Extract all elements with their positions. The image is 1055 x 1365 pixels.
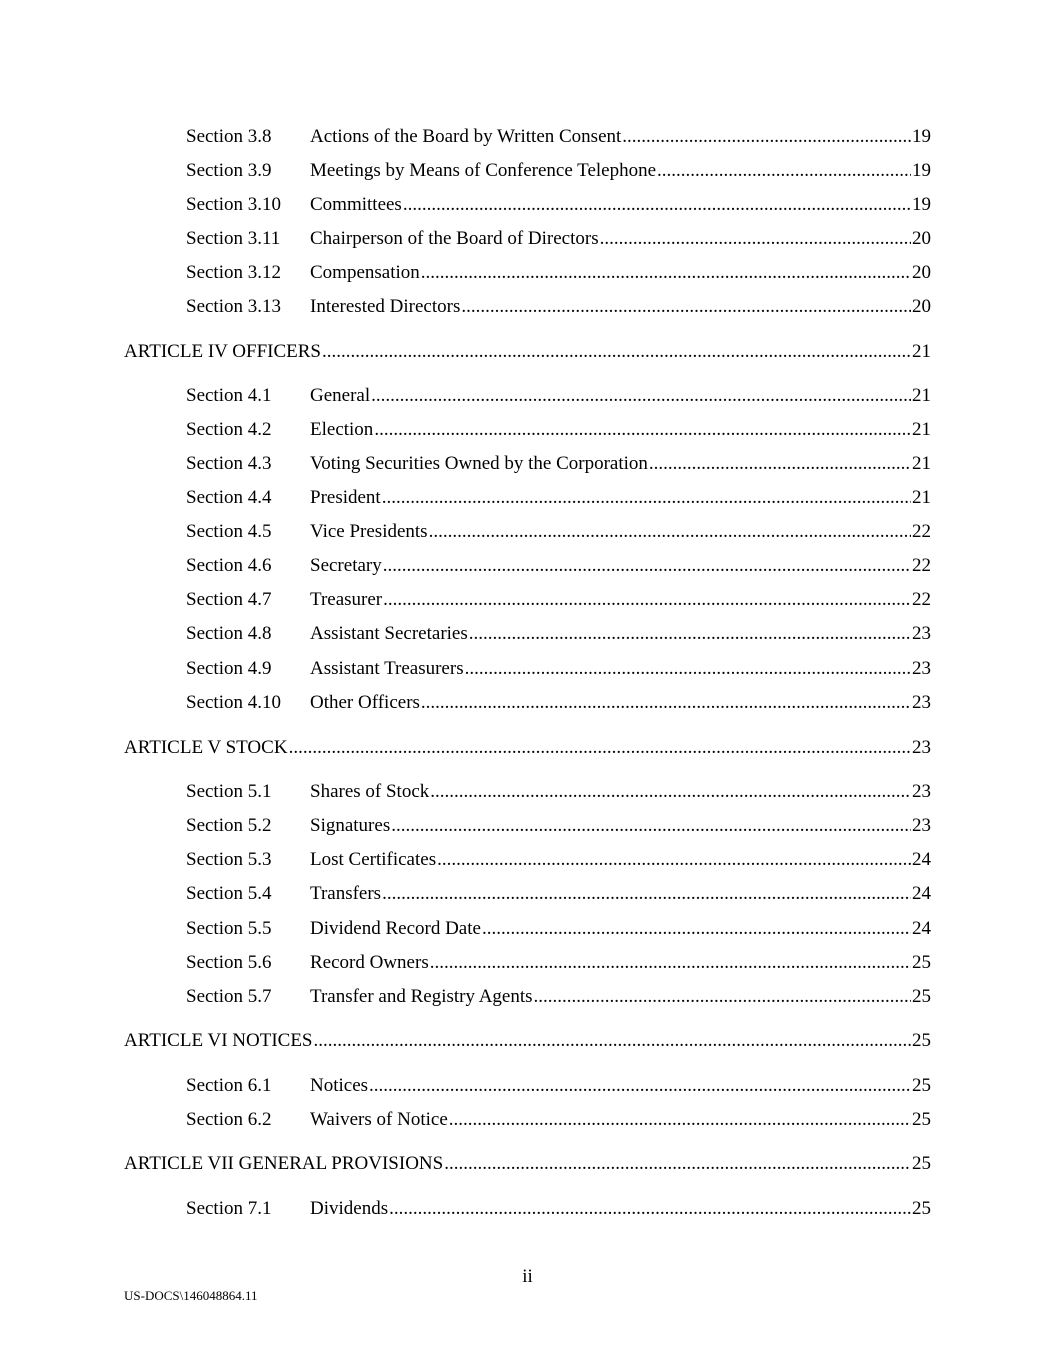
page-number: 25 <box>912 1109 931 1130</box>
dot-leader <box>369 1074 911 1098</box>
toc-entry-section-5-6[interactable] <box>186 951 931 975</box>
dot-leader <box>444 1152 911 1176</box>
page-number: 25 <box>912 986 931 1007</box>
page-number: 21 <box>912 453 931 474</box>
section-title: President <box>310 487 381 508</box>
page-number: 23 <box>912 815 931 836</box>
toc-entry-section-5-5[interactable] <box>186 917 931 941</box>
document-id: US-DOCS\146048864.11 <box>124 1288 258 1303</box>
dot-leader <box>374 418 911 442</box>
section-number: Section 4.1 <box>186 385 272 406</box>
toc-entry-section-6-2[interactable] <box>186 1108 931 1132</box>
section-title: Waivers of Notice <box>310 1109 448 1130</box>
section-title: Dividend Record Date <box>310 918 481 939</box>
page-number: 22 <box>912 521 931 542</box>
section-title: Transfer and Registry Agents <box>310 986 533 1007</box>
section-title: General <box>310 385 371 406</box>
section-title: Assistant Treasurers <box>310 658 464 679</box>
section-number: Section 4.9 <box>186 658 272 679</box>
dot-leader <box>600 227 911 251</box>
dot-leader <box>461 295 911 319</box>
dot-leader <box>314 1029 912 1053</box>
section-number: Section 4.7 <box>186 589 272 610</box>
section-title: Secretary <box>310 555 382 576</box>
toc-entry-section-3-8[interactable] <box>186 125 931 149</box>
article-title: ARTICLE VI NOTICES <box>124 1030 313 1051</box>
dot-leader <box>391 814 911 838</box>
section-title: Dividends <box>310 1198 389 1219</box>
page-number: 23 <box>912 623 931 644</box>
toc-entry-article-v[interactable] <box>124 736 931 760</box>
page-number: 24 <box>912 883 931 904</box>
page-number: 21 <box>912 419 931 440</box>
section-title: Other Officers <box>310 692 420 713</box>
toc-entry-section-4-4[interactable] <box>186 486 931 510</box>
dot-leader <box>649 452 911 476</box>
toc-entry-section-4-5[interactable] <box>186 520 931 544</box>
section-title: Chairperson of the Board of Directors <box>310 228 599 249</box>
page-number: 19 <box>912 160 931 181</box>
toc-entry-article-vi[interactable] <box>124 1029 931 1053</box>
section-number: Section 5.4 <box>186 883 272 904</box>
page-number: 21 <box>912 487 931 508</box>
page-number: 25 <box>912 1075 931 1096</box>
page-number: 23 <box>912 658 931 679</box>
section-number: Section 3.12 <box>186 262 281 283</box>
section-number: Section 4.5 <box>186 521 272 542</box>
section-title: Committees <box>310 194 402 215</box>
page-number: 25 <box>912 952 931 973</box>
dot-leader <box>421 691 911 715</box>
dot-leader <box>465 657 911 681</box>
dot-leader <box>430 780 911 804</box>
section-number: Section 4.3 <box>186 453 272 474</box>
dot-leader <box>382 486 911 510</box>
dot-leader <box>622 125 911 149</box>
dot-leader <box>437 848 911 872</box>
dot-leader <box>469 622 911 646</box>
toc-entry-section-4-3[interactable] <box>186 452 931 476</box>
dot-leader <box>657 159 911 183</box>
page-number: 25 <box>912 1030 931 1051</box>
section-number: Section 5.5 <box>186 918 272 939</box>
page-number: 25 <box>912 1153 931 1174</box>
page-number: 25 <box>912 1198 931 1219</box>
dot-leader <box>371 384 911 408</box>
section-title: Lost Certificates <box>310 849 437 870</box>
dot-leader <box>449 1108 911 1132</box>
toc-entry-section-4-10[interactable] <box>186 691 931 715</box>
page-number: 24 <box>912 849 931 870</box>
article-title: ARTICLE VII GENERAL PROVISIONS <box>124 1153 444 1174</box>
page-number: 22 <box>912 589 931 610</box>
section-number: Section 5.3 <box>186 849 272 870</box>
toc-entry-section-4-8[interactable] <box>186 622 931 646</box>
section-title: Interested Directors <box>310 296 461 317</box>
section-number: Section 3.10 <box>186 194 281 215</box>
toc-entry-section-5-1[interactable] <box>186 780 931 804</box>
page-number: 21 <box>912 385 931 406</box>
toc-entry-section-7-1[interactable] <box>186 1197 931 1221</box>
section-title: Meetings by Means of Conference Telephone <box>310 160 657 181</box>
dot-leader <box>430 951 911 975</box>
section-title: Assistant Secretaries <box>310 623 468 644</box>
toc-entry-section-5-4[interactable] <box>186 882 931 906</box>
dot-leader <box>383 588 911 612</box>
article-title: ARTICLE V STOCK <box>124 737 288 758</box>
toc-entry-section-3-13[interactable] <box>186 295 931 319</box>
toc-entry-section-5-7[interactable] <box>186 985 931 1009</box>
page-number: 22 <box>912 555 931 576</box>
section-number: Section 4.8 <box>186 623 272 644</box>
toc-entry-section-3-11[interactable] <box>186 227 931 251</box>
section-title: Notices <box>310 1075 369 1096</box>
section-number: Section 5.2 <box>186 815 272 836</box>
section-number: Section 3.8 <box>186 126 272 147</box>
article-title: ARTICLE IV OFFICERS <box>124 341 321 362</box>
dot-leader <box>482 917 911 941</box>
toc-entry-section-6-1[interactable] <box>186 1074 931 1098</box>
page-number: 20 <box>912 296 931 317</box>
toc-entry-section-4-2[interactable] <box>186 418 931 442</box>
section-title: Vice Presidents <box>310 521 428 542</box>
section-number: Section 5.7 <box>186 986 272 1007</box>
toc-entry-section-5-2[interactable] <box>186 814 931 838</box>
footer-page-number: ii <box>522 1266 533 1287</box>
section-title: Voting Securities Owned by the Corporation <box>310 453 648 474</box>
toc-entry-section-4-7[interactable] <box>186 588 931 612</box>
dot-leader <box>322 340 911 364</box>
section-title: Transfers <box>310 883 382 904</box>
dot-leader <box>389 1197 911 1221</box>
toc-entry-article-vii[interactable] <box>124 1152 931 1176</box>
toc-entry-article-iv[interactable] <box>124 340 931 364</box>
section-number: Section 4.4 <box>186 487 272 508</box>
section-number: Section 6.2 <box>186 1109 272 1130</box>
section-title: Signatures <box>310 815 391 836</box>
dot-leader <box>403 193 911 217</box>
page-number: 24 <box>912 918 931 939</box>
toc-entry-section-4-6[interactable] <box>186 554 931 578</box>
section-number: Section 7.1 <box>186 1198 272 1219</box>
toc-entry-section-5-3[interactable] <box>186 848 931 872</box>
page-number: 19 <box>912 194 931 215</box>
section-number: Section 6.1 <box>186 1075 272 1096</box>
section-title: Shares of Stock <box>310 781 430 802</box>
section-number: Section 5.1 <box>186 781 272 802</box>
page-number: 20 <box>912 262 931 283</box>
section-number: Section 4.2 <box>186 419 272 440</box>
page-number: 23 <box>912 692 931 713</box>
section-title: Record Owners <box>310 952 429 973</box>
section-number: Section 3.9 <box>186 160 272 181</box>
toc-entry-section-4-9[interactable] <box>186 657 931 681</box>
page-number: 21 <box>912 341 931 362</box>
page-number: 23 <box>912 781 931 802</box>
section-title: Treasurer <box>310 589 383 610</box>
dot-leader <box>383 554 911 578</box>
dot-leader <box>421 261 911 285</box>
dot-leader <box>382 882 911 906</box>
dot-leader <box>289 736 911 760</box>
section-number: Section 3.11 <box>186 228 281 249</box>
toc-entry-section-4-1[interactable] <box>186 384 931 408</box>
section-title: Actions of the Board by Written Consent <box>310 126 622 147</box>
page-number: 20 <box>912 228 931 249</box>
section-number: Section 4.10 <box>186 692 281 713</box>
section-number: Section 4.6 <box>186 555 272 576</box>
page-number: 19 <box>912 126 931 147</box>
section-title: Election <box>310 419 374 440</box>
dot-leader <box>429 520 911 544</box>
dot-leader <box>534 985 911 1009</box>
page-number: 23 <box>912 737 931 758</box>
toc-entry-section-3-10[interactable] <box>186 193 931 217</box>
section-number: Section 5.6 <box>186 952 272 973</box>
section-title: Compensation <box>310 262 420 283</box>
section-number: Section 3.13 <box>186 296 281 317</box>
toc-entry-section-3-9[interactable] <box>186 159 931 183</box>
toc-entry-section-3-12[interactable] <box>186 261 931 285</box>
